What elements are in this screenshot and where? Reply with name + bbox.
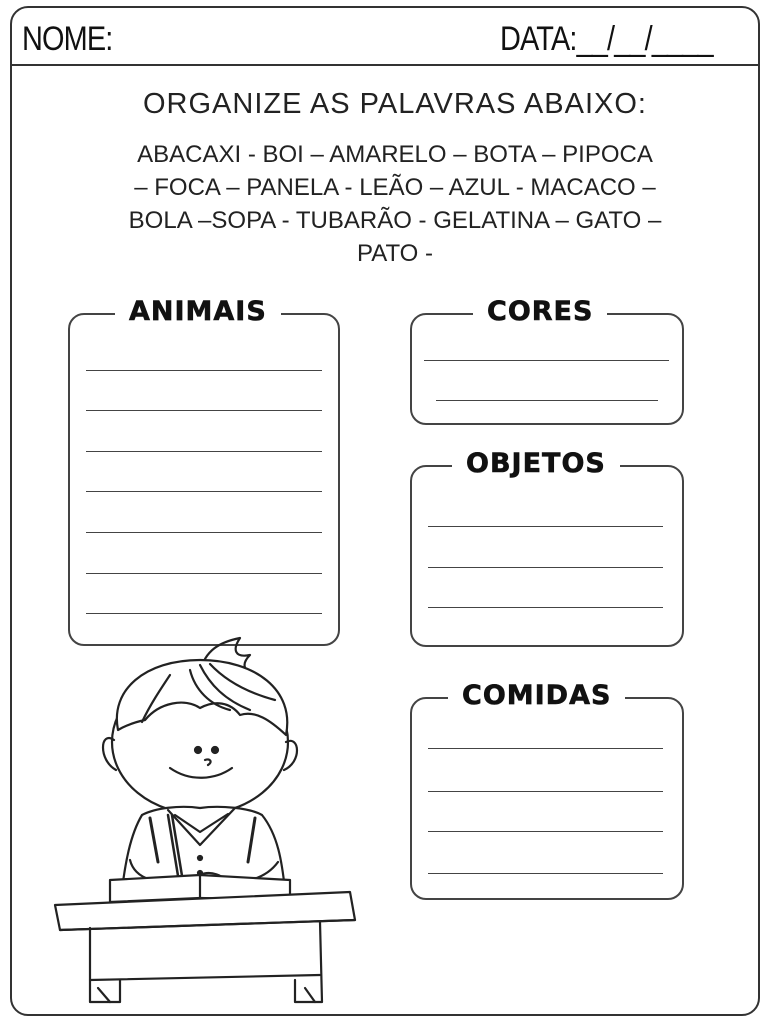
answer-line[interactable] <box>428 567 663 568</box>
answer-line[interactable] <box>428 831 663 832</box>
word-list-line: – FOCA – PANELA - LEÃO – AZUL - MACACO – <box>134 174 656 201</box>
boy-writing-illustration <box>50 630 370 1015</box>
answer-line[interactable] <box>424 360 669 361</box>
date-field-label[interactable]: DATA:__/__/____ <box>500 20 713 58</box>
comidas-box <box>410 697 684 900</box>
answer-line[interactable] <box>428 526 663 527</box>
answer-line[interactable] <box>86 573 322 574</box>
name-field-label[interactable]: NOME: <box>22 20 113 58</box>
word-list-line: ABACAXI - BOI – AMARELO – BOTA – PIPOCA <box>137 141 653 168</box>
word-list-line: PATO - <box>356 240 433 267</box>
answer-line[interactable] <box>428 748 663 749</box>
instruction-title: ORGANIZE AS PALAVRAS ABAIXO: <box>143 88 647 120</box>
answer-line[interactable] <box>436 400 658 401</box>
answer-line[interactable] <box>428 791 663 792</box>
header-divider <box>10 64 760 66</box>
word-list <box>80 138 710 270</box>
objetos-title: OBJETOS <box>452 448 620 479</box>
answer-line[interactable] <box>428 873 663 874</box>
answer-line[interactable] <box>86 370 322 371</box>
animais-title: ANIMAIS <box>115 296 281 327</box>
animais-box <box>68 313 340 646</box>
word-list-line: BOLA –SOPA - TUBARÃO - GELATINA – GATO – <box>128 207 662 234</box>
answer-line[interactable] <box>428 607 663 608</box>
answer-line[interactable] <box>86 532 322 533</box>
comidas-title: COMIDAS <box>448 680 625 711</box>
answer-line[interactable] <box>86 613 322 614</box>
answer-line[interactable] <box>86 451 322 452</box>
answer-line[interactable] <box>86 491 322 492</box>
cores-title: CORES <box>473 296 607 327</box>
cores-box <box>410 313 684 425</box>
answer-line[interactable] <box>86 410 322 411</box>
objetos-box <box>410 465 684 647</box>
